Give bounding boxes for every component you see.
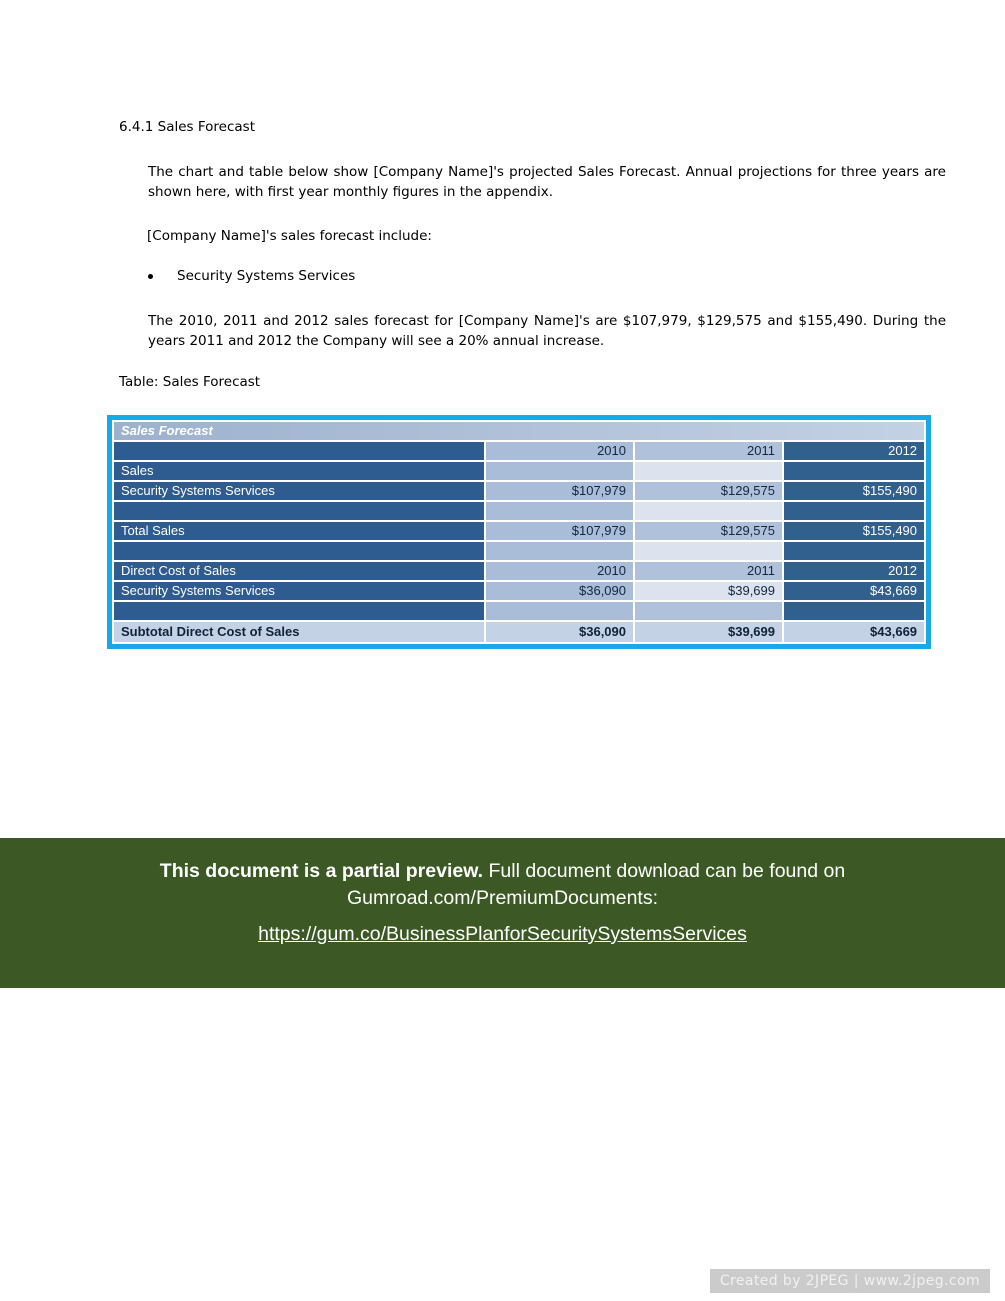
cell-2011: $39,699 xyxy=(635,582,782,600)
cell-label: Direct Cost of Sales xyxy=(114,562,484,580)
table-section-row xyxy=(114,462,924,480)
cell-2010: $107,979 xyxy=(486,522,633,540)
cell-2011 xyxy=(635,602,782,620)
table-year-header-row xyxy=(114,562,924,580)
paragraph-intro: The chart and table below show [Company Name]'s projected Sales Forecast. Annual projections for three years are shown here, with first year monthly figures in the appendix. xyxy=(148,164,946,200)
banner-line1-rest: Full document download can be found on xyxy=(488,860,846,882)
cell-2010 xyxy=(486,542,633,560)
watermark-badge: Created by 2JPEG | www.2jpeg.com xyxy=(710,1269,990,1293)
banner-lead-bold: This document is a partial preview. xyxy=(159,860,484,882)
table-spacer-row xyxy=(114,502,924,520)
cell-2010: $36,090 xyxy=(486,582,633,600)
cell-label: Subtotal Direct Cost of Sales xyxy=(114,622,484,642)
cell-2010 xyxy=(486,602,633,620)
cell-2010 xyxy=(486,502,633,520)
cell-2012 xyxy=(784,462,924,480)
cell-2012: $155,490 xyxy=(784,522,924,540)
cell-2012: 2012 xyxy=(784,562,924,580)
cell-2011: 2011 xyxy=(635,562,782,580)
cell-2012: $155,490 xyxy=(784,482,924,500)
gumroad-link[interactable]: https://gum.co/BusinessPlanforSecuritySystemsServices xyxy=(258,923,747,945)
table-year-header-row xyxy=(114,442,924,460)
bullet-icon xyxy=(148,274,153,279)
table-data-row xyxy=(114,582,924,600)
cell-label xyxy=(114,502,484,520)
table-data-row xyxy=(114,482,924,500)
table-spacer-row xyxy=(114,602,924,620)
cell-2011: $129,575 xyxy=(635,482,782,500)
section-heading: 6.4.1 Sales Forecast xyxy=(119,119,255,135)
cell-2012 xyxy=(784,502,924,520)
cell-label: Sales xyxy=(114,462,484,480)
bullet-label: Security Systems Services xyxy=(177,268,356,284)
cell-label: Total Sales xyxy=(114,522,484,540)
table-caption: Table: Sales Forecast xyxy=(119,374,261,390)
cell-2010: 2010 xyxy=(486,442,633,460)
cell-2012 xyxy=(784,602,924,620)
cell-2012: $43,669 xyxy=(784,622,924,642)
cell-label xyxy=(114,542,484,560)
cell-label: Security Systems Services xyxy=(114,482,484,500)
cell-label xyxy=(114,602,484,620)
table-title: Sales Forecast xyxy=(114,422,924,440)
cell-2011: 2011 xyxy=(635,442,782,460)
banner-line1 xyxy=(0,858,1005,885)
table-spacer-row xyxy=(114,542,924,560)
table-data-row xyxy=(114,522,924,540)
paragraph-forecast-include: [Company Name]'s sales forecast include: xyxy=(147,228,432,244)
cell-2011: $39,699 xyxy=(635,622,782,642)
cell-2010: $36,090 xyxy=(486,622,633,642)
cell-2012: $43,669 xyxy=(784,582,924,600)
cell-2010: $107,979 xyxy=(486,482,633,500)
cell-2010 xyxy=(486,462,633,480)
cell-2012: 2012 xyxy=(784,442,924,460)
banner-line2: Gumroad.com/PremiumDocuments: xyxy=(346,887,658,909)
cell-2011: $129,575 xyxy=(635,522,782,540)
bullet-item xyxy=(148,268,355,284)
cell-2010: 2010 xyxy=(486,562,633,580)
cell-2011 xyxy=(635,542,782,560)
cell-2011 xyxy=(635,462,782,480)
cell-2012 xyxy=(784,542,924,560)
cell-2011 xyxy=(635,502,782,520)
table-title-row xyxy=(114,422,924,440)
cell-label: Security Systems Services xyxy=(114,582,484,600)
preview-banner xyxy=(0,838,1005,988)
table-subtotal-row xyxy=(114,622,924,642)
cell-label xyxy=(114,442,484,460)
sales-forecast-table xyxy=(107,415,931,649)
paragraph-forecast-values: The 2010, 2011 and 2012 sales forecast for [Company Name]'s are $107,979, $129,575 and $155,490. During the years 2011 and 2012 the Company will see a 20% annual increase. xyxy=(148,313,946,349)
